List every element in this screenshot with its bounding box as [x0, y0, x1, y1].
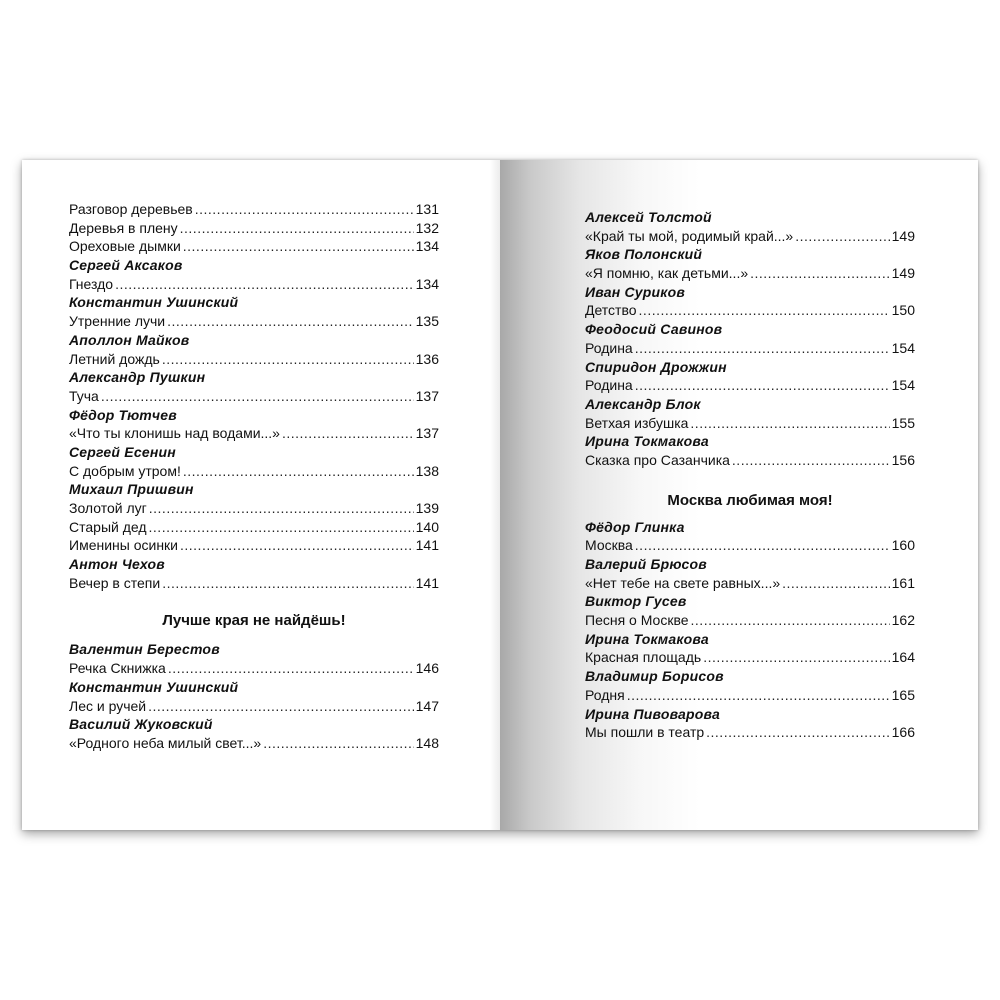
toc-entry — [69, 424, 439, 443]
toc-entry-title: Старый дед — [69, 518, 147, 535]
left-toc — [69, 200, 439, 753]
dot-leader — [180, 536, 414, 555]
toc-entry-title: Ореховые дымки — [69, 238, 181, 255]
right-toc — [585, 208, 915, 742]
toc-author: Фёдор Глинка — [585, 518, 685, 535]
dot-leader — [162, 574, 413, 593]
dot-leader — [101, 387, 414, 406]
toc-entry-page: 156 — [891, 451, 915, 468]
toc-entry — [69, 312, 439, 331]
section-heading-left: Лучше края не найдёшь! — [162, 612, 346, 630]
dot-leader — [690, 414, 889, 433]
right-top-list — [585, 208, 915, 470]
toc-author: Феодосий Савинов — [585, 321, 723, 338]
toc-entry-title: «Родного неба милый свет...» — [69, 734, 262, 751]
toc-entry-title: Родня — [585, 686, 625, 703]
dot-leader — [639, 301, 890, 320]
dot-leader — [149, 518, 414, 537]
right-page — [500, 160, 978, 830]
toc-entry-title: Речка Скнижка — [69, 660, 166, 677]
toc-author: Валерий Брюсов — [585, 556, 707, 572]
toc-entry — [585, 339, 915, 358]
toc-entry — [69, 387, 439, 406]
dot-leader — [706, 723, 890, 742]
dot-leader — [263, 734, 413, 753]
toc-entry — [69, 659, 439, 678]
toc-entry-title: «Я помню, как детьми...» — [585, 265, 749, 282]
dot-leader — [168, 659, 414, 678]
toc-entry — [69, 536, 439, 555]
toc-entry-page: 134 — [415, 238, 439, 255]
toc-entry-page: 137 — [415, 425, 439, 442]
toc-entry-title: Родина — [585, 339, 633, 356]
toc-author: Константин Ушинский — [69, 294, 239, 311]
toc-entry-page: 166 — [891, 724, 915, 741]
right-section-list — [585, 518, 915, 742]
toc-entry-page: 131 — [415, 201, 439, 217]
toc-entry-page: 165 — [891, 686, 915, 703]
toc-author: Спиридон Дрожжин — [585, 358, 727, 375]
dot-leader — [115, 275, 414, 294]
toc-entry-page: 140 — [415, 518, 439, 535]
toc-author: Виктор Гусев — [585, 593, 687, 610]
toc-author: Валентин Берестов — [69, 641, 220, 658]
toc-author: Василий Жуковский — [69, 716, 213, 733]
toc-entry — [69, 697, 439, 716]
toc-author: Иван Суриков — [585, 283, 685, 300]
toc-entry-title: Детство — [585, 302, 637, 319]
toc-entry-page: 141 — [415, 574, 439, 591]
toc-entry-title: Золотой луг — [69, 500, 147, 516]
toc-entry-title: Туча — [69, 387, 99, 404]
toc-author: Антон Чехов — [69, 556, 165, 573]
dot-leader — [183, 462, 414, 481]
toc-author: Александр Блок — [585, 395, 701, 412]
toc-entry-title: Летний дождь — [69, 350, 160, 367]
toc-author: Аполлон Майков — [69, 331, 190, 348]
dot-leader — [167, 312, 414, 331]
toc-entry — [585, 536, 915, 555]
dot-leader — [635, 536, 890, 555]
toc-entry-title: Москва — [585, 537, 633, 554]
dot-leader — [703, 648, 889, 667]
dot-leader — [750, 264, 890, 283]
dot-leader — [282, 424, 414, 443]
dot-leader — [627, 686, 890, 705]
toc-entry-page: 141 — [415, 537, 439, 554]
toc-entry-title: Деревья в плену — [69, 219, 178, 236]
toc-entry-page: 154 — [891, 339, 915, 356]
toc-entry-page: 135 — [415, 313, 439, 330]
toc-entry — [69, 350, 439, 369]
toc-entry-page: 139 — [415, 500, 439, 516]
toc-entry-page: 162 — [891, 612, 915, 629]
toc-entry-title: «Нет тебе на свете равных...» — [585, 574, 781, 591]
toc-entry — [585, 301, 915, 320]
left-section-list — [69, 640, 439, 752]
open-book — [22, 160, 978, 830]
toc-author: Константин Ушинский — [69, 678, 239, 695]
toc-entry-title: Песня о Москве — [585, 612, 689, 629]
toc-author: Фёдор Тютчев — [69, 406, 177, 423]
toc-author: Владимир Борисов — [585, 668, 724, 685]
toc-author: Сергей Аксаков — [69, 257, 183, 274]
toc-entry-title: Красная площадь — [585, 649, 702, 666]
toc-entry-title: Сказка про Сазанчика — [585, 451, 730, 468]
dot-leader — [195, 200, 414, 219]
toc-entry — [585, 376, 915, 395]
toc-entry-page: 154 — [891, 377, 915, 394]
toc-entry-title: «Что ты клонишь над водами...» — [69, 425, 280, 442]
toc-entry — [585, 227, 915, 246]
toc-entry-page: 132 — [415, 219, 439, 236]
dot-leader — [782, 574, 890, 593]
left-page — [22, 160, 500, 830]
toc-author: Михаил Пришвин — [69, 481, 194, 498]
dot-leader — [162, 350, 414, 369]
toc-entry — [585, 414, 915, 433]
toc-entry-title: Разговор деревьев — [69, 201, 193, 217]
toc-entry-page: 164 — [891, 649, 915, 666]
toc-entry — [69, 734, 439, 753]
toc-entry — [69, 499, 439, 518]
toc-author: Сергей Есенин — [69, 443, 176, 460]
toc-entry — [585, 611, 915, 630]
dot-leader — [691, 611, 890, 630]
toc-entry-page: 155 — [891, 414, 915, 431]
toc-entry-page: 138 — [415, 462, 439, 479]
toc-entry-page: 161 — [891, 574, 915, 591]
toc-entry — [585, 723, 915, 742]
toc-entry — [585, 574, 915, 593]
toc-author: Ирина Токмакова — [585, 630, 709, 647]
toc-entry-title: Лес и ручей — [69, 697, 147, 714]
toc-entry-page: 147 — [415, 697, 439, 714]
toc-entry-page: 148 — [415, 734, 439, 751]
dot-leader — [148, 697, 414, 716]
toc-entry — [69, 275, 439, 294]
toc-entry-title: С добрым утром! — [69, 462, 181, 479]
section-heading-right: Москва любимая моя! — [667, 491, 833, 509]
toc-author: Алексей Толстой — [585, 209, 712, 225]
toc-entry-page: 160 — [891, 537, 915, 554]
toc-entry — [585, 451, 915, 470]
dot-leader — [732, 451, 890, 470]
toc-entry-page: 150 — [891, 302, 915, 319]
toc-author: Александр Пушкин — [69, 369, 206, 386]
toc-entry-title: Мы пошли в театр — [585, 724, 705, 741]
toc-entry — [585, 264, 915, 283]
toc-entry-page: 136 — [415, 350, 439, 367]
toc-entry — [69, 219, 439, 238]
toc-entry — [69, 200, 439, 219]
toc-entry-title: Ветхая избушка — [585, 414, 689, 431]
toc-entry — [69, 237, 439, 256]
toc-entry — [69, 518, 439, 537]
toc-author: Ирина Токмакова — [585, 433, 709, 450]
dot-leader — [149, 499, 414, 518]
toc-entry-title: «Край ты мой, родимый край...» — [585, 227, 794, 244]
toc-entry — [585, 686, 915, 705]
toc-entry-page: 134 — [415, 275, 439, 292]
toc-entry — [69, 574, 439, 593]
toc-author: Ирина Пивоварова — [585, 705, 721, 722]
toc-entry-page: 149 — [891, 227, 915, 244]
dot-leader — [180, 219, 414, 238]
left-top-list — [69, 200, 439, 592]
toc-entry-title: Утренние лучи — [69, 313, 166, 330]
dot-leader — [635, 339, 890, 358]
toc-entry-title: Родина — [585, 377, 633, 394]
dot-leader — [183, 237, 414, 256]
toc-entry-page: 137 — [415, 387, 439, 404]
toc-entry-page: 146 — [415, 660, 439, 677]
toc-author: Яков Полонский — [585, 246, 703, 263]
toc-entry — [585, 648, 915, 667]
toc-entry-title: Гнездо — [69, 275, 114, 292]
dot-leader — [635, 376, 890, 395]
toc-entry-title: Именины осинки — [69, 537, 178, 554]
toc-entry — [69, 462, 439, 481]
toc-entry-page: 149 — [891, 265, 915, 282]
dot-leader — [795, 227, 889, 246]
toc-entry-title: Вечер в степи — [69, 574, 161, 591]
